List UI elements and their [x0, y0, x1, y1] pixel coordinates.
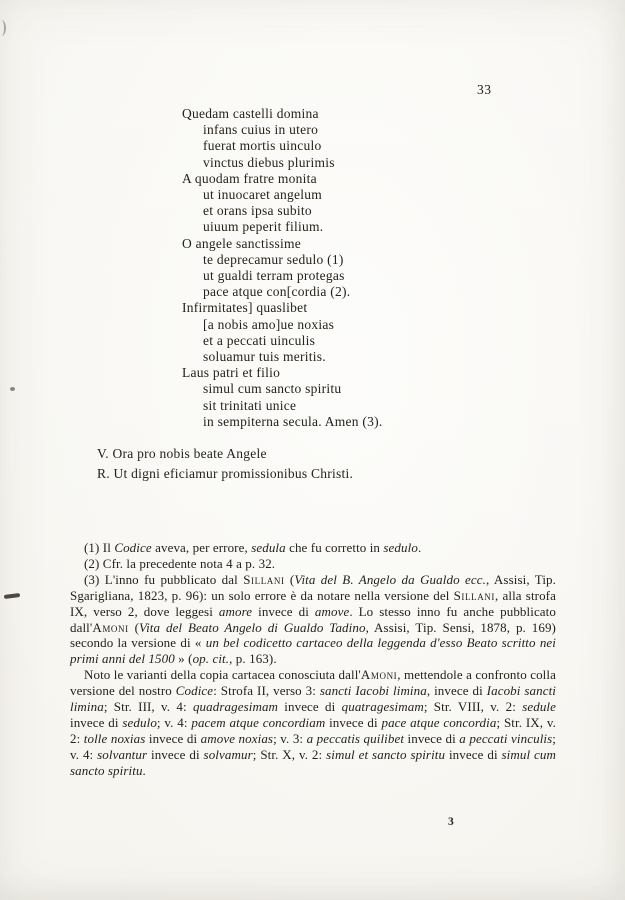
- verse-line: et orans ipsa subito: [203, 203, 312, 219]
- verse-line: ut gualdi terram protegas: [203, 268, 345, 284]
- verse-line: [a nobis amo]ue noxias: [203, 316, 335, 332]
- verse-line: vinctus diebus plurimis: [203, 154, 335, 170]
- verse-line: infans cuius in utero: [203, 122, 319, 138]
- verse-line: te deprecamur sedulo (1): [203, 251, 344, 267]
- verse-line: sit trinitati unice: [203, 397, 297, 413]
- footnotes-block: [70, 540, 556, 779]
- verse-line: soluamur tuis meritis.: [203, 349, 326, 365]
- hymn-stanza: [182, 106, 382, 171]
- hymn-stanza: [182, 170, 382, 236]
- scan-artifact: [4, 593, 20, 599]
- versicle-response: [97, 444, 353, 484]
- hymn-stanza: [182, 365, 383, 430]
- verse-line: simul cum sancto spiritu: [203, 381, 342, 397]
- verse-line: uiuum peperit filium.: [203, 219, 324, 235]
- verse-line: in sempiterna secula. Amen (3).: [203, 413, 383, 429]
- verse-line: Laus patri et filio: [182, 365, 281, 381]
- verse-line: fuerat mortis uinculo: [203, 138, 322, 154]
- scan-artifact: [0, 20, 6, 36]
- page-number: 33: [477, 82, 492, 97]
- versicle-line: V. Ora pro nobis beate Angele: [97, 446, 267, 461]
- hymn-stanza: [182, 235, 382, 301]
- signature-mark: 3: [448, 816, 454, 828]
- footnote-3-continuation: Noto le varianti della copia cartacea conosciuta dall'Amoni, mettendole a confronto colla versione del nostro Codice: Strofa II, verso 3: sancti Iacobi limina, invece di Iacobi sancti limina; Str. III, v. 4: quadragesimam invece di quatragesimam; Str. VIII, v. 2: sedule invece di sedulo; v. 4: pacem atque concordiam invece di pace atque concordia; Str. IX, v. 2: tolle noxias invece di amove noxias; v. 3: a peccatis quilibet invece di a peccati vinculis; v. 4: solvantur invece di solvamur; Str. X, v. 2: simul et sancto spiritu invece di simul cum sancto spiritu.: [70, 667, 557, 778]
- verse-line: Quedam castelli domina: [182, 106, 319, 121]
- verse-line: et a peccati uinculis: [203, 332, 316, 348]
- verse-line: A quodam fratre monita: [182, 170, 317, 186]
- scan-artifact: [10, 387, 15, 391]
- verse-line: ut inuocaret angelum: [203, 187, 322, 203]
- verse-line: O angele sanctissime: [182, 235, 301, 251]
- verse-line: pace atque con[cordia (2).: [203, 284, 351, 300]
- hymn-text: [182, 106, 383, 430]
- verse-line: Infirmitates] quaslibet: [182, 300, 308, 316]
- footnote-2: (2) Cfr. la precedente nota 4 a p. 32.: [84, 555, 276, 571]
- hymn-stanza: [182, 300, 382, 365]
- footnote-1: (1) Il Codice aveva, per errore, sedula che fu corretto in sedulo.: [84, 540, 422, 555]
- footnote-3: (3) L'inno fu pubblicato dal Sillani (Vita del B. Angelo da Gualdo ecc., Assisi, Tip. Sgarigliana, 1823, p. 96): un solo errore è da notare nella versione del Sillani, alla strofa IX, verso 2, dove leggesi amore invece di amove. Lo stesso inno fu anche pubblicato dall'Amoni (Vita del Beato Angelo di Gualdo Tadino, Assisi, Tip. Sensi, 1878, p. 169) secondo la versione di « un bel codicetto cartaceo della leggenda d'esso Beato scritto nei primi anni del 1500 » (op. cit., p. 163).: [70, 571, 557, 667]
- response-line: R. Ut digni eficiamur promissionibus Christi.: [97, 466, 354, 481]
